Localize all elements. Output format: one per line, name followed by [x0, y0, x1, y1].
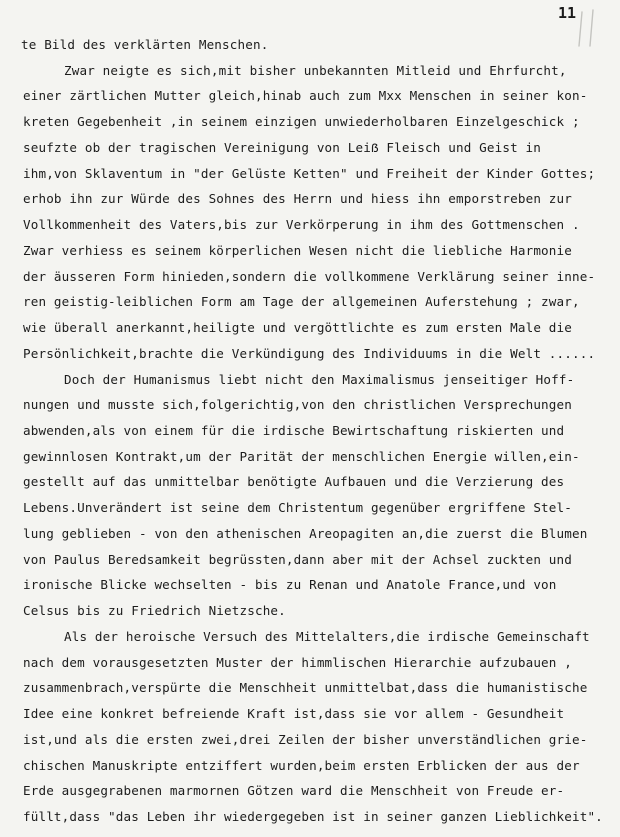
text-line: abwenden,als von einem für die irdische Bewirtschaftung riskierten und [23, 423, 565, 438]
text-line: chischen Manuskripte entziffert wurden,beim ersten Erblicken der aus der [23, 758, 580, 773]
text-line: seufzte ob der tragischen Vereinigung von Leiẞ Fleisch und Geist in [23, 140, 542, 155]
text-line: Erde ausgegrabenen marmornen Götzen ward die Menschheit von Freude er- [23, 783, 565, 798]
text-line: ist,und als die ersten zwei,drei Zeilen der bisher unverständlichen grie- [23, 732, 588, 747]
text-line: te Bild des verklärten Menschen. [21, 37, 269, 52]
text-line: lung geblieben - von den athenischen Areopagiten an,die zuerst die Blumen [23, 526, 588, 541]
text-line: Celsus bis zu Friedrich Nietzsche. [23, 603, 286, 618]
text-line: ihm,von Sklaventum in "der Gelüste Ketten" und Freiheit der Kinder Gottes; [23, 166, 596, 181]
text-line: einer zärtlichen Mutter gleich,hinab auch zum Mxx Menschen in seiner kon- [23, 88, 588, 103]
text-line: Als der heroische Versuch des Mittelalters,die irdische Gemeinschaft [64, 629, 590, 644]
text-line: der äusseren Form hinieden,sondern die vollkommene Verklärung seiner inne- [23, 269, 596, 284]
text-line: nungen und musste sich,folgerichtig,von den christlichen Versprechungen [23, 397, 572, 412]
text-line: von Paulus Beredsamkeit begrüssten,dann aber mit der Achsel zuckten und [23, 552, 572, 567]
text-line: ironische Blicke wechselten - bis zu Renan und Anatole France,und von [23, 577, 557, 592]
text-line: zusammenbrach,verspürte die Menschheit unmittelbat,dass die humanistische [23, 680, 588, 695]
text-line: ren geistig-leiblichen Form am Tage der allgemeinen Auferstehung ; zwar, [23, 294, 580, 309]
text-line: wie überall anerkannt,heiligte und vergöttlichte es zum ersten Male die [23, 320, 572, 335]
text-line: gewinnlosen Kontrakt,um der Parität der menschlichen Energie willen,ein- [23, 449, 580, 464]
text-line: Vollkommenheit des Vaters,bis zur Verkörperung in ihm des Gottmenschen . [23, 217, 580, 232]
text-line: Persönlichkeit,brachte die Verkündigung des Individuums in die Welt ...... [23, 346, 596, 361]
pencil-page-number [575, 6, 601, 50]
text-line: erhob ihn zur Würde des Sohnes des Herrn und hiess ihn emporstreben zur [23, 191, 572, 206]
text-line: füllt,dass "das Leben ihr wiedergegeben ist in seiner ganzen Lieblichkeit". [23, 809, 603, 824]
text-line: Idee eine konkret befreiende Kraft ist,dass sie vor allem - Gesundheit [23, 706, 565, 721]
text-line: Zwar neigte es sich,mit bisher unbekannten Mitleid und Ehrfurcht, [64, 63, 567, 78]
page-number: 11 [558, 4, 577, 22]
text-line: kreten Gegebenheit ,in seinem einzigen unwiederholbaren Einzelgeschick ; [23, 114, 580, 129]
text-line: gestellt auf das unmittelbar benötigte Aufbauen und die Verzierung des [23, 474, 565, 489]
text-line: Zwar verhiess es seinem körperlichen Wesen nicht die liebliche Harmonie [23, 243, 572, 258]
text-line: Doch der Humanismus liebt nicht den Maximalismus jenseitiger Hoff- [64, 372, 575, 387]
text-line: nach dem vorausgesetzten Muster der himmlischen Hierarchie aufzubauen , [23, 655, 572, 670]
text-line: Lebens.Unverändert ist seine dem Christentum gegenüber ergriffene Stel- [23, 500, 572, 515]
